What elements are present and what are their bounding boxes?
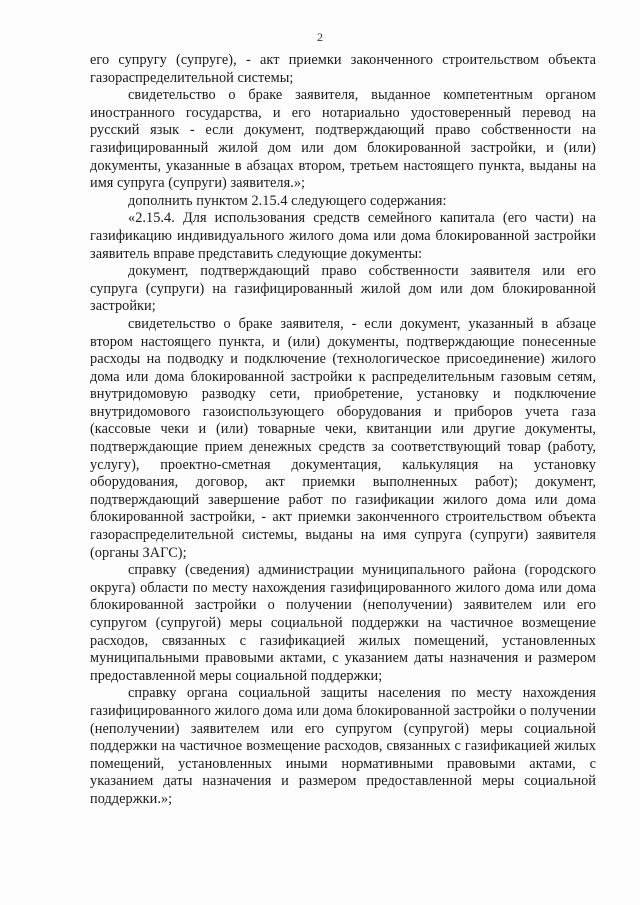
paragraph: свидетельство о браке заявителя, выданное компетентным органом иностранного государства, и его нотариально удостоверенный перевод на русский язык - если документ, подтверждающий право собственности на газифицированный жилой дом или дом блокированной застройки, и (или) документы, указанные в абзацах втором, третьем настоящего пункта, выданы на имя супруга (супруги) заявителя.»; bbox=[90, 87, 596, 192]
paragraph: справку (сведения) администрации муниципального района (городского округа) области по месту нахождения газифицированного жилого дома или дома блокированной застройки о получении (неполучении) заявителем или его супругом (супругой) меры социальной поддержки на частичное возмещение расходов, связанных с газификацией жилых помещений, установленных муниципальными правовыми актами, с указанием даты назначения и размером предоставленной меры социальной поддержки; bbox=[90, 562, 596, 684]
paragraph: его супругу (супруге), - акт приемки законченного строительством объекта газораспределительной системы; bbox=[90, 52, 596, 86]
paragraph: документ, подтверждающий право собственности заявителя или его супруга (супруги) на газифицированный жилой дом или дом блокированной застройки; bbox=[90, 263, 596, 315]
paragraph: «2.15.4. Для использования средств семейного капитала (его части) на газификацию индивидуального жилого дома или дома блокированной застройки заявитель вправе представить следующие документы: bbox=[90, 210, 596, 262]
paragraph: свидетельство о браке заявителя, - если документ, указанный в абзаце втором настоящего пункта, и (или) документы, подтверждающие понесенные расходы на подводку и подключение (технологическое присоединение) жилого дома или дома блокированной застройки к распределительным газовым сетям, внутридомовую разводку сети, приобретение, установку и подключение внутридомового газоиспользующего оборудования и приборов учета газа (кассовые чеки и (или) товарные чеки, квитанции или другие документы, подтверждающие прием денежных средств за соответствующий товар (работу, услугу), проектно-сметная документация, калькуляция на установку оборудования, договор, акт приемки выполненных работ); документ, подтверждающий завершение работ по газификации жилого дома или дома блокированной застройки, - акт приемки законченного строительством объекта газораспределительной системы, выданы на имя супруга (супруги) заявителя (органы ЗАГС); bbox=[90, 315, 596, 561]
paragraph: дополнить пунктом 2.15.4 следующего содержания: bbox=[128, 192, 447, 209]
document-body bbox=[90, 52, 596, 809]
page-number: 2 bbox=[317, 30, 323, 44]
paragraph: справку органа социальной защиты населения по месту нахождения газифицированного жилого дома или дома блокированной застройки о получении (неполучении) заявителем или его супругом (супругой) меры социальной поддержки на частичное возмещение расходов, связанных с газификацией жилых помещений, установленных иными нормативными правовыми актами, с указанием даты назначения и размером предоставленной меры социальной поддержки.»; bbox=[90, 685, 596, 807]
